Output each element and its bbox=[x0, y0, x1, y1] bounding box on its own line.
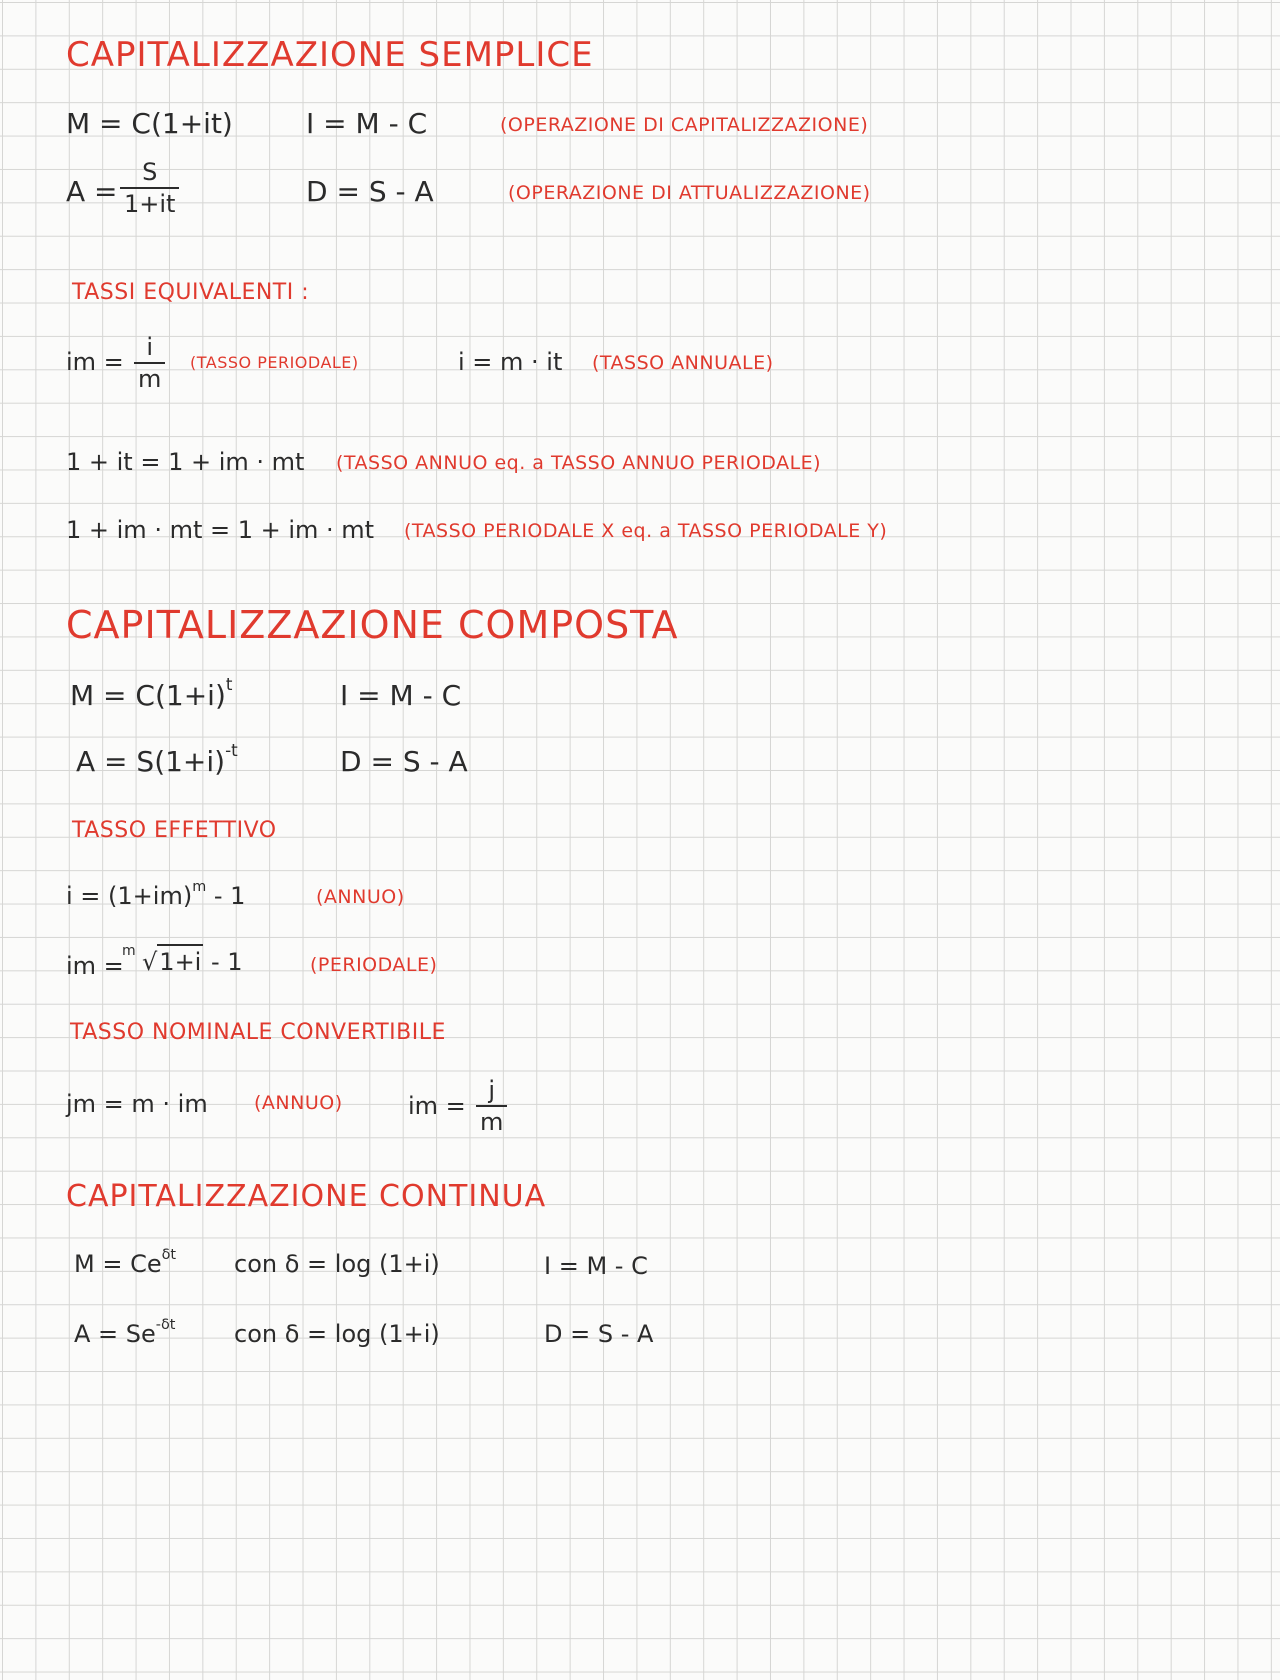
note-periodale: (PERIODALE) bbox=[310, 954, 438, 976]
formula-exponent: δt bbox=[161, 1247, 177, 1264]
formula-montante-continuous bbox=[74, 1247, 177, 1278]
formula-equivalenza-2: 1 + im · mt = 1 + im · mt bbox=[66, 516, 375, 544]
formula-interesse-simple: I = M - C bbox=[306, 107, 428, 140]
section-title-compound: CAPITALIZZAZIONE COMPOSTA bbox=[66, 603, 679, 647]
fraction-numerator: i bbox=[146, 333, 154, 361]
subtitle-tasso-effettivo: TASSO EFFETTIVO bbox=[72, 818, 277, 843]
formula-exponent: m bbox=[192, 879, 207, 896]
formula-base: M = Ce bbox=[74, 1250, 162, 1278]
section-title-simple: CAPITALIZZAZIONE SEMPLICE bbox=[66, 35, 594, 75]
fraction-denominator: m bbox=[138, 365, 162, 393]
formula-sconto-simple: D = S - A bbox=[306, 175, 434, 208]
formula-im-nominale-lhs: im = bbox=[408, 1092, 466, 1120]
formula-base: A = Se bbox=[74, 1320, 156, 1348]
formula-base: M = C(1+i) bbox=[70, 679, 226, 712]
radical-index: m bbox=[122, 943, 136, 959]
formula-base: i = (1+im) bbox=[66, 882, 193, 910]
fraction-numerator: S bbox=[142, 158, 158, 186]
formula-attuale-compound bbox=[76, 739, 238, 778]
formula-base: A = S(1+i) bbox=[76, 745, 226, 778]
formula-montante-simple: M = C(1+it) bbox=[66, 107, 233, 140]
fraction-im bbox=[134, 335, 165, 391]
formula-jm: jm = m · im bbox=[66, 1090, 208, 1118]
note-capitalizzazione: (OPERAZIONE DI CAPITALIZZAZIONE) bbox=[500, 114, 869, 136]
formula-tasso-effettivo bbox=[66, 879, 246, 910]
note-tasso-annuale: (TASSO ANNUALE) bbox=[592, 352, 774, 374]
note-tasso-periodale: (TASSO PERIODALE) bbox=[190, 353, 359, 372]
formula-tail: - 1 bbox=[203, 948, 243, 976]
formula-interesse-compound: I = M - C bbox=[340, 679, 462, 712]
formula-tail: - 1 bbox=[206, 882, 246, 910]
formula-exponent: -t bbox=[225, 739, 238, 760]
note-equivalenza-1: (TASSO ANNUO eq. a TASSO ANNUO PERIODALE) bbox=[336, 452, 822, 474]
fraction-denominator: m bbox=[480, 1108, 504, 1136]
formula-sconto-continuous: D = S - A bbox=[544, 1320, 654, 1348]
radicand: 1+i bbox=[157, 944, 203, 976]
formula-montante-compound bbox=[70, 673, 233, 712]
formula-equivalenza-1: 1 + it = 1 + im · mt bbox=[66, 448, 305, 476]
note-annuo: (ANNUO) bbox=[316, 886, 405, 908]
fraction-bar bbox=[476, 1105, 507, 1107]
subtitle-tasso-nominale: TASSO NOMINALE CONVERTIBILE bbox=[70, 1020, 446, 1045]
formula-delta-2: con δ = log (1+i) bbox=[234, 1320, 440, 1348]
formula-im-periodale-lhs: im = bbox=[66, 952, 124, 980]
fraction-attuale bbox=[120, 160, 179, 216]
note-attualizzazione: (OPERAZIONE DI ATTUALIZZAZIONE) bbox=[508, 182, 871, 204]
formula-interesse-continuous: I = M - C bbox=[544, 1252, 648, 1280]
fraction-bar bbox=[120, 187, 179, 189]
formula-sconto-compound: D = S - A bbox=[340, 745, 468, 778]
formula-radical bbox=[122, 943, 243, 976]
fraction-denominator: 1+it bbox=[124, 190, 176, 218]
formula-attuale-lhs: A = bbox=[66, 175, 118, 208]
radical-sign-icon: √ bbox=[142, 948, 158, 976]
fraction-im-nominale bbox=[476, 1078, 507, 1134]
subtitle-tassi-equivalenti: TASSI EQUIVALENTI : bbox=[72, 280, 310, 305]
formula-i-annuale: i = m · it bbox=[458, 348, 563, 376]
formula-exponent: -δt bbox=[155, 1317, 176, 1334]
note-annuo-nominale: (ANNUO) bbox=[254, 1092, 343, 1114]
formula-attuale-continuous bbox=[74, 1317, 176, 1348]
formula-im-lhs: im = bbox=[66, 348, 124, 376]
fraction-bar bbox=[134, 362, 165, 364]
section-title-continuous: CAPITALIZZAZIONE CONTINUA bbox=[66, 1179, 547, 1214]
formula-delta-1: con δ = log (1+i) bbox=[234, 1250, 440, 1278]
fraction-numerator: j bbox=[488, 1076, 496, 1104]
note-equivalenza-2: (TASSO PERIODALE X eq. a TASSO PERIODALE Y) bbox=[404, 520, 888, 542]
formula-exponent: t bbox=[225, 673, 233, 694]
